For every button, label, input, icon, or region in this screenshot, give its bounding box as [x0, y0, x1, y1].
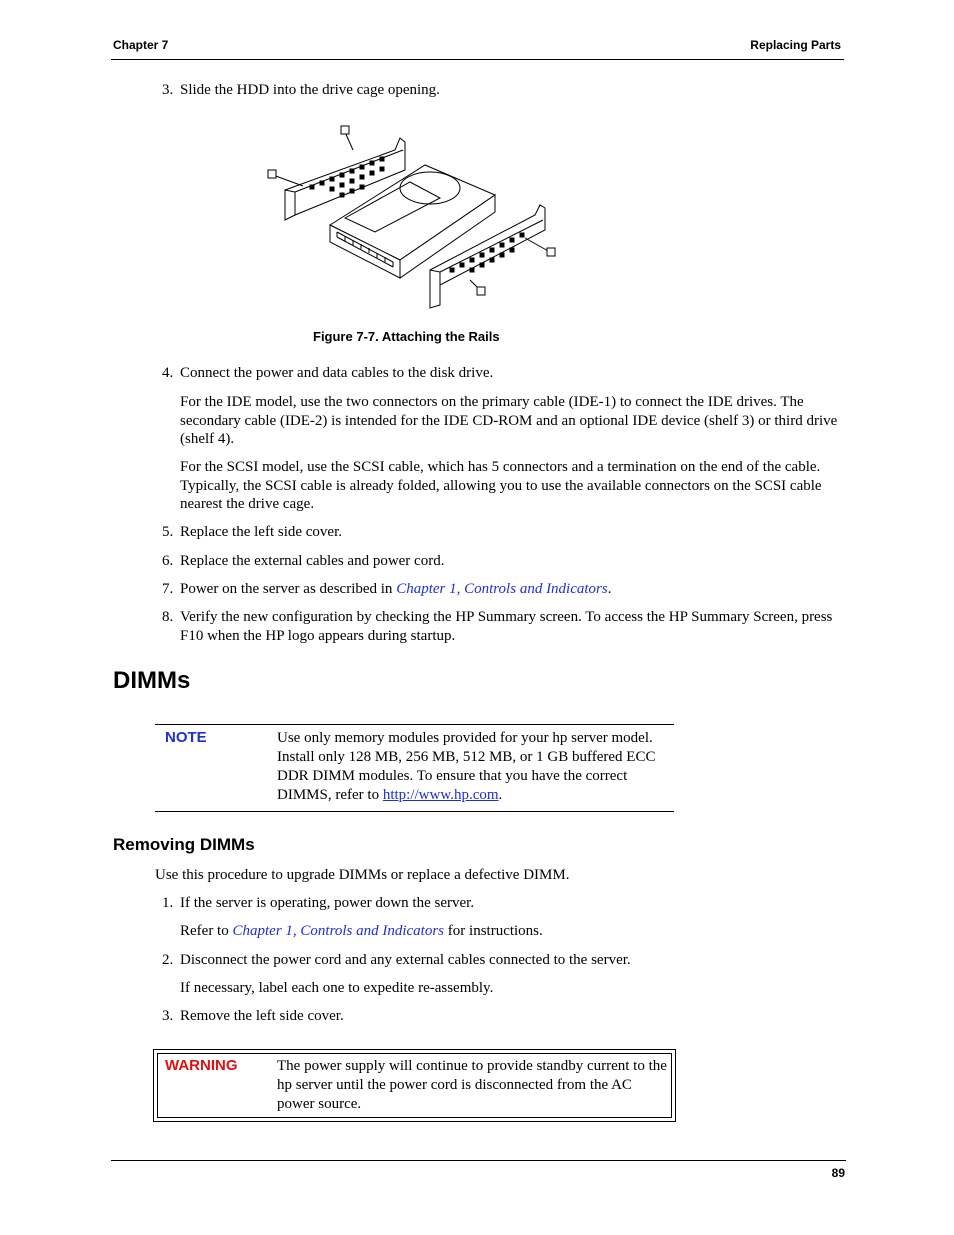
step-text: Replace the external cables and power cord. [180, 553, 445, 569]
step-number: 5. [162, 524, 174, 540]
warning-text: The power supply will continue to provide standby current to the hp server until the power cord is disconnected from the AC power source. [277, 1058, 667, 1112]
note-body: Use only memory modules provided for your hp server model. Install only 128 MB, 256 MB, 512 MB, or 1 GB buffered ECC DDR DIMM modules. To ensure that you have the correct DIMMS, refer to [277, 730, 656, 803]
step-text: Slide the HDD into the drive cage opening. [180, 82, 440, 98]
figure-caption: Figure 7-7. Attaching the Rails [313, 329, 500, 344]
step-text: Disconnect the power cord and any external cables connected to the server. [180, 952, 631, 968]
subtext-pre: Refer to [180, 923, 233, 939]
step-text-post: . [607, 581, 612, 597]
step-subtext [180, 922, 845, 941]
step-text: Connect the power and data cables to the disk drive. [180, 365, 494, 381]
note-label: NOTE [165, 729, 207, 746]
header-rule [111, 59, 844, 60]
step-text-pre: Power on the server as described in [180, 581, 397, 597]
step-text: Replace the left side cover. [180, 524, 343, 540]
intro-text: Use this procedure to upgrade DIMMs or replace a defective DIMM. [155, 867, 570, 883]
section-title-dimms: DIMMs [113, 667, 191, 694]
step-number: 4. [162, 365, 174, 381]
step-number: 6. [162, 553, 174, 569]
step-text: If the server is operating, power down the server. [180, 895, 475, 911]
running-header-chapter: Chapter 7 [113, 38, 169, 52]
step-number: 3. [162, 82, 174, 98]
step-number: 8. [162, 609, 174, 625]
figure-attaching-rails [265, 120, 565, 315]
step-text [180, 580, 845, 599]
chapter-1-link[interactable]: Chapter 1, Controls and Indicators [232, 923, 445, 939]
chapter-1-link[interactable]: Chapter 1, Controls and Indicators [396, 581, 608, 597]
step-number: 1. [162, 895, 174, 911]
note-post: . [498, 787, 503, 803]
step-number: 2. [162, 952, 174, 968]
running-header-section: Replacing Parts [750, 38, 841, 52]
step-text: Remove the left side cover. [180, 1008, 344, 1024]
note-text [277, 729, 672, 805]
paragraph-ide: For the IDE model, use the two connectors on the primary cable (IDE-1) to connect the IDE drives. The secondary cable (IDE-2) is intended for the IDE CD-ROM and an optional IDE device (shelf 3) or third drive (shelf 4). [180, 394, 838, 447]
paragraph-scsi: For the SCSI model, use the SCSI cable, which has 5 connectors and a termination on the end of the cable. Typically, the SCSI cable is already folded, allowing you to use the available connectors on the SCSI cable nearest the drive cage. [180, 459, 822, 512]
step-text: Verify the new configuration by checking the HP Summary screen. To access the HP Summary Screen, press F10 when the HP logo appears during startup. [180, 609, 833, 644]
step-subtext: If necessary, label each one to expedite re-assembly. [180, 980, 494, 996]
subtext-post: for instructions. [444, 923, 543, 939]
drive-rails-illustration [265, 120, 565, 315]
step-number: 7. [162, 581, 174, 597]
footer-rule [111, 1160, 846, 1161]
warning-label: WARNING [165, 1057, 238, 1074]
page-number: 89 [831, 1166, 845, 1180]
subsection-title-removing-dimms: Removing DIMMs [113, 835, 255, 854]
step-number: 3. [162, 1008, 174, 1024]
hp-url-link[interactable]: http://www.hp.com [382, 787, 499, 803]
